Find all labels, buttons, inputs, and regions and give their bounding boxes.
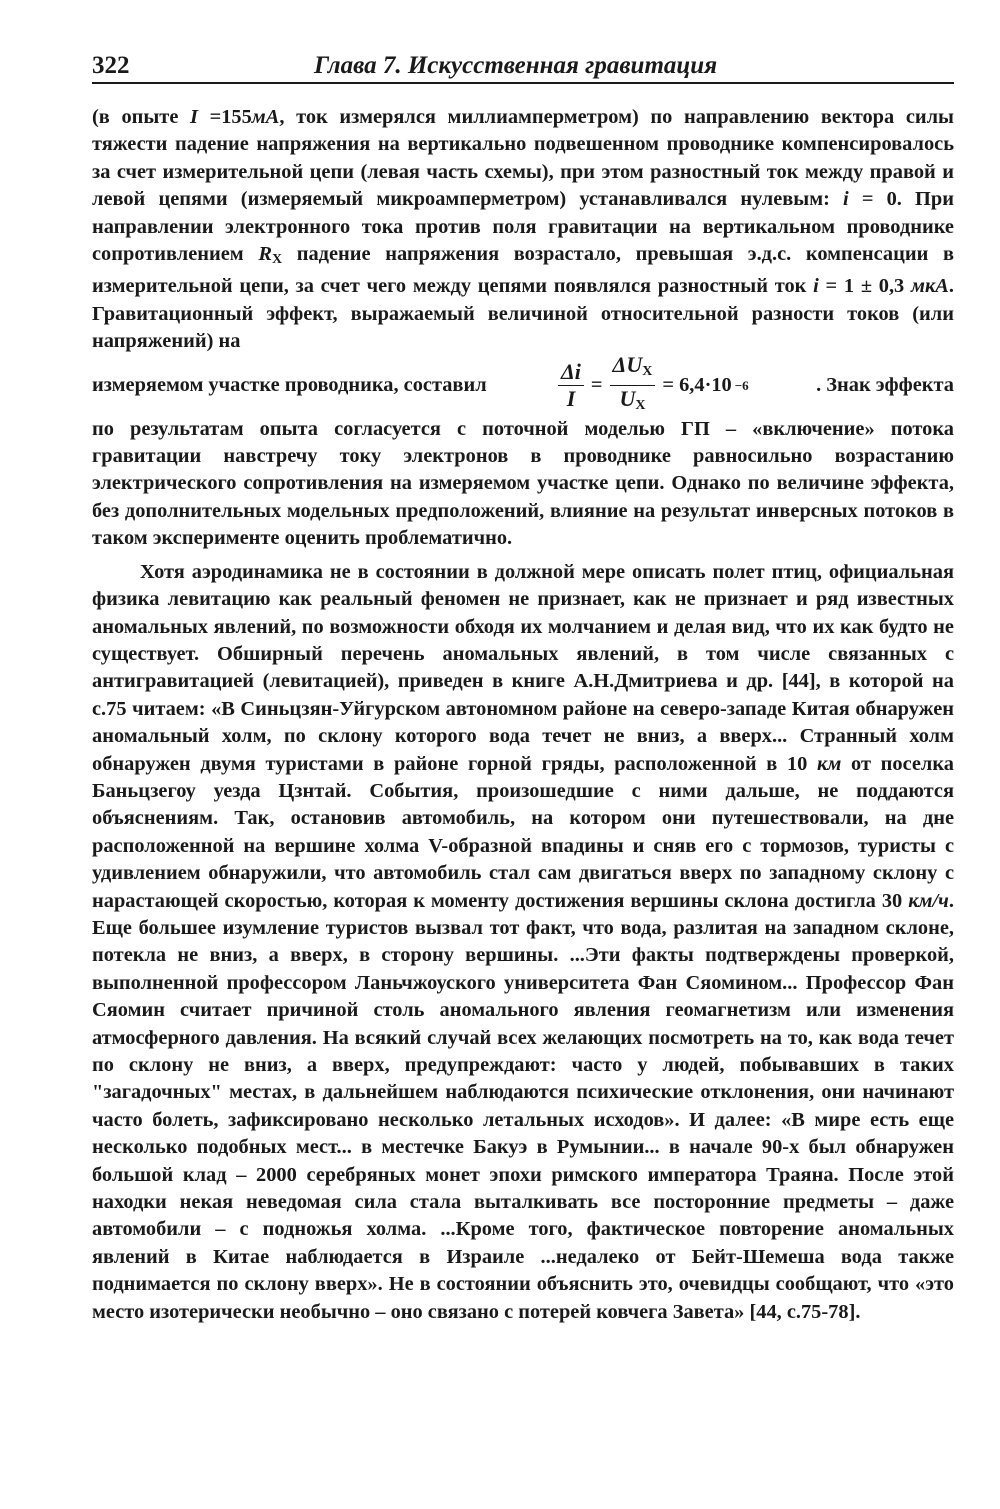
text-run: , ток измерялся миллиамперметром) по направлению вектора силы тяжести падение напряжения на вертикально подвешенном проводнике компенсировалось за счет измерительной цепи (левая часть схемы), при этом разностный ток между правой и левой цепями (измеряемый микроамперметром) устанавливался нулевым: <box>92 106 954 211</box>
diff-current-symbol: i <box>843 188 849 211</box>
fraction-denominator <box>616 386 648 419</box>
book-page <box>92 48 954 1326</box>
body-text <box>92 104 954 1326</box>
text-run: от поселка Баньцзегоу уезда Цзнтай. События, произошедшие с ними дальше, не поддаются объяснениям. Так, остановив автомобиль, на котором они путешествовали, на дне расположенной на вершине холма V-образной впадины и сняв его с тормозов, туристы с удивлением обнаружили, что автомобиль стал сам двигаться вверх по западному склону с нарастающей скоростью, которая к моменту достижения вершины склона достигла 30 <box>92 752 954 912</box>
formula-tail-text: . Знак эффекта <box>816 373 954 396</box>
unit-mka: мкА <box>910 275 949 298</box>
formula-lead-text: измеряемом участке проводника, составил <box>92 373 487 396</box>
unit-km: км <box>817 752 842 775</box>
formula-line <box>92 352 954 416</box>
running-head <box>92 48 954 84</box>
fraction-current <box>558 359 584 412</box>
effect-formula <box>554 352 749 419</box>
effect-value: = 6,4·10 <box>662 373 732 396</box>
text-run: = 0. При направлении электронного тока против поля гравитации на вертикальном проводнике сопротивлением <box>92 188 954 266</box>
resistance-subscript: X <box>271 252 283 268</box>
resistance-symbol: R <box>258 243 272 266</box>
text-run: . Еще большее изумление туристов вызвал тот факт, что вода, разлитая на западном склоне, потекла не вниз, а вверх, в сторону вершины. ...Эти факты подтверждены проверкой, выполненной профессором Ланьчжоуского университета Фан Сяомином... Профессор Фан Сяомин считает причиной столь аномального явления геомагнетизм или изменения атмосферного давления. На всякий случай всех желающих посмотреть на то, как вода течет по склону не вниз, а вверх, предупреждают: часто у людей, побывавших в таких "загадочных" местах, в дальнейшем наблюдаются психические отклонения, они начинают часто болеть, зафиксировано несколько летальных исходов». И далее: «В мире есть еще несколько подобных мест... в местечке Бакуэ в Румынии... в начале 90-х был обнаружен большой клад – 2000 серебряных монет эпохи римского императора Траяна. После этой находки некая неведомая сила стала выталкивать все посторонние предметы – даже автомобили – с подножья холма. ...Кроме того, фактическое повторение аномальных явлений в Китае наблюдается в Израиле ...недалеко от Бейт-Шемеша вода также поднимается по склону вверх». Не в состоянии объяснить это, очевидцы сообщают, что «это место изотерически необычно – оно связано с потерей ковчега Завета» [44, с.75-78]. <box>92 889 954 1323</box>
effect-exponent: −6 <box>734 377 749 393</box>
text-run: (в опыте <box>92 106 191 128</box>
fraction-numerator <box>610 352 656 386</box>
text-run: Хотя аэродинамика не в состоянии в должной мере описать полет птиц, официальная физика левитацию как реальный феномен не признает, как не признает и ряд известных аномальных явлений, по возможности обходя их молчанием и делая вид, что их как будто не существует. Обширный перечень аномальных явлений, в том числе связанных с антигравитацией (левитацией), приведен в книге А.Н.Дмитриева и др. [44], в которой на с.75 читаем: «В Синьцзян-Уйгурском автономном районе на северо-западе Китая обнаружен аномальный холм, по склону которого вода течет не вниз, а вверх... Странный холм обнаружен двумя туристами в районе горной гряды, расположенной в 10 <box>92 560 954 775</box>
current-symbol: I <box>190 106 198 128</box>
denominator-text: U <box>619 386 636 412</box>
paragraph-experiment-continued: по результатам опыта согласуется с поточной моделью ГП – «включение» потока гравитации навстречу току электронов в проводнике равносильно возрастанию электрического сопротивления на измеряемом участке цепи. Однако по величине эффекта, без дополнительных модельных предположений, влияние на результат инверсных потоков в таком эксперименте оценить проблематично. <box>92 417 954 550</box>
diff-current-symbol: i <box>813 275 819 298</box>
unit-ma: мА <box>251 106 280 128</box>
page-number: 322 <box>92 52 130 79</box>
denominator-subscript: X <box>635 398 646 414</box>
fraction-denominator: I <box>566 386 576 412</box>
paragraph-anomalies <box>92 559 954 1326</box>
text-run: = 1 ± 0,3 <box>818 275 911 298</box>
numerator-text: ΔU <box>612 352 643 378</box>
equals-sign: = <box>590 373 603 396</box>
text-run: падение напряжения возрастало, превышая э.д.с. компенсации в измерительной цепи, за счет чего между цепями появлялся разностный ток <box>92 243 955 298</box>
text-run: =155 <box>197 106 252 128</box>
unit-kmh: км/ч <box>908 889 949 912</box>
paragraph-experiment <box>92 104 954 356</box>
text-run: . Гравитационный эффект, выражаемый величиной относительной разности токов (или напряжений) на <box>92 275 954 353</box>
numerator-subscript: X <box>642 364 653 380</box>
chapter-title: Глава 7. Искусственная гравитация <box>314 52 718 79</box>
fraction-numerator: Δi <box>558 359 584 386</box>
fraction-voltage <box>610 352 656 419</box>
